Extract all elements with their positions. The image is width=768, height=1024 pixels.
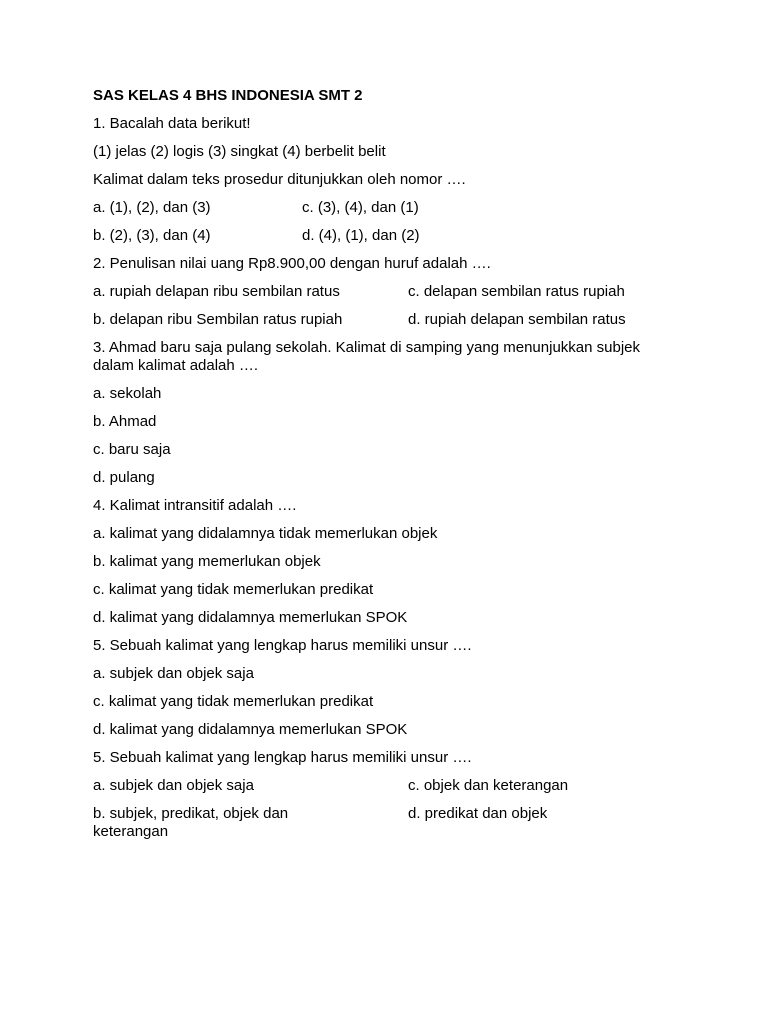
q5b-option-d: d. predikat dan objek: [408, 805, 548, 822]
q5b-options-row-2: [93, 805, 693, 841]
q5a-question: 5. Sebuah kalimat yang lengkap harus memiliki unsur ….: [93, 637, 472, 654]
q4-option-a: a. kalimat yang didalamnya tidak memerlukan objek: [93, 525, 438, 542]
q3-option-d: d. pulang: [93, 469, 155, 486]
q3-option-a: a. sekolah: [93, 385, 162, 402]
q1-option-d: d. (4), (1), dan (2): [302, 227, 420, 244]
q1-options-row-2: [93, 227, 693, 245]
q1-prompt: 1. Bacalah data berikut!: [93, 115, 251, 132]
q3-option-b: b. Ahmad: [93, 413, 157, 430]
q2-options-row-1: [93, 283, 693, 301]
q1-options-row-1: [93, 199, 693, 217]
q5b-option-c: c. objek dan keterangan: [408, 777, 569, 794]
q4-question: 4. Kalimat intransitif adalah ….: [93, 497, 297, 514]
q2-option-c: c. delapan sembilan ratus rupiah: [408, 283, 625, 300]
q1-question: Kalimat dalam teks prosedur ditunjukkan oleh nomor ….: [93, 171, 466, 188]
q5a-option-a: a. subjek dan objek saja: [93, 665, 254, 682]
q4-option-b: b. kalimat yang memerlukan objek: [93, 553, 321, 570]
q5b-option-b: b. subjek, predikat, objek dan: [93, 805, 289, 822]
q5b-option-b-continuation: keterangan: [93, 823, 169, 840]
q5b-option-a: a. subjek dan objek saja: [93, 777, 254, 794]
q1-option-b: b. (2), (3), dan (4): [93, 227, 211, 244]
q2-options-row-2: [93, 311, 693, 329]
q4-option-c: c. kalimat yang tidak memerlukan predikat: [93, 581, 374, 598]
document-page: [93, 87, 693, 851]
q2-option-b: b. delapan ribu Sembilan ratus rupiah: [93, 311, 343, 328]
q1-option-a: a. (1), (2), dan (3): [93, 199, 211, 216]
q1-data: (1) jelas (2) logis (3) singkat (4) berbelit belit: [93, 143, 386, 160]
q5b-options-row-1: [93, 777, 693, 795]
q2-question: 2. Penulisan nilai uang Rp8.900,00 dengan huruf adalah ….: [93, 255, 491, 272]
document-title: SAS KELAS 4 BHS INDONESIA SMT 2: [93, 87, 363, 104]
q1-option-c: c. (3), (4), dan (1): [302, 199, 419, 216]
q5a-option-d: d. kalimat yang didalamnya memerlukan SPOK: [93, 721, 408, 738]
q2-option-a: a. rupiah delapan ribu sembilan ratus: [93, 283, 340, 300]
q5a-option-c: c. kalimat yang tidak memerlukan predikat: [93, 693, 374, 710]
q2-option-d: d. rupiah delapan sembilan ratus: [408, 311, 626, 328]
q3-option-c: c. baru saja: [93, 441, 171, 458]
q3-question: 3. Ahmad baru saja pulang sekolah. Kalimat di samping yang menunjukkan subjek dalam kalimat adalah ….: [93, 339, 641, 374]
q4-option-d: d. kalimat yang didalamnya memerlukan SPOK: [93, 609, 408, 626]
q5b-question: 5. Sebuah kalimat yang lengkap harus memiliki unsur ….: [93, 749, 472, 766]
